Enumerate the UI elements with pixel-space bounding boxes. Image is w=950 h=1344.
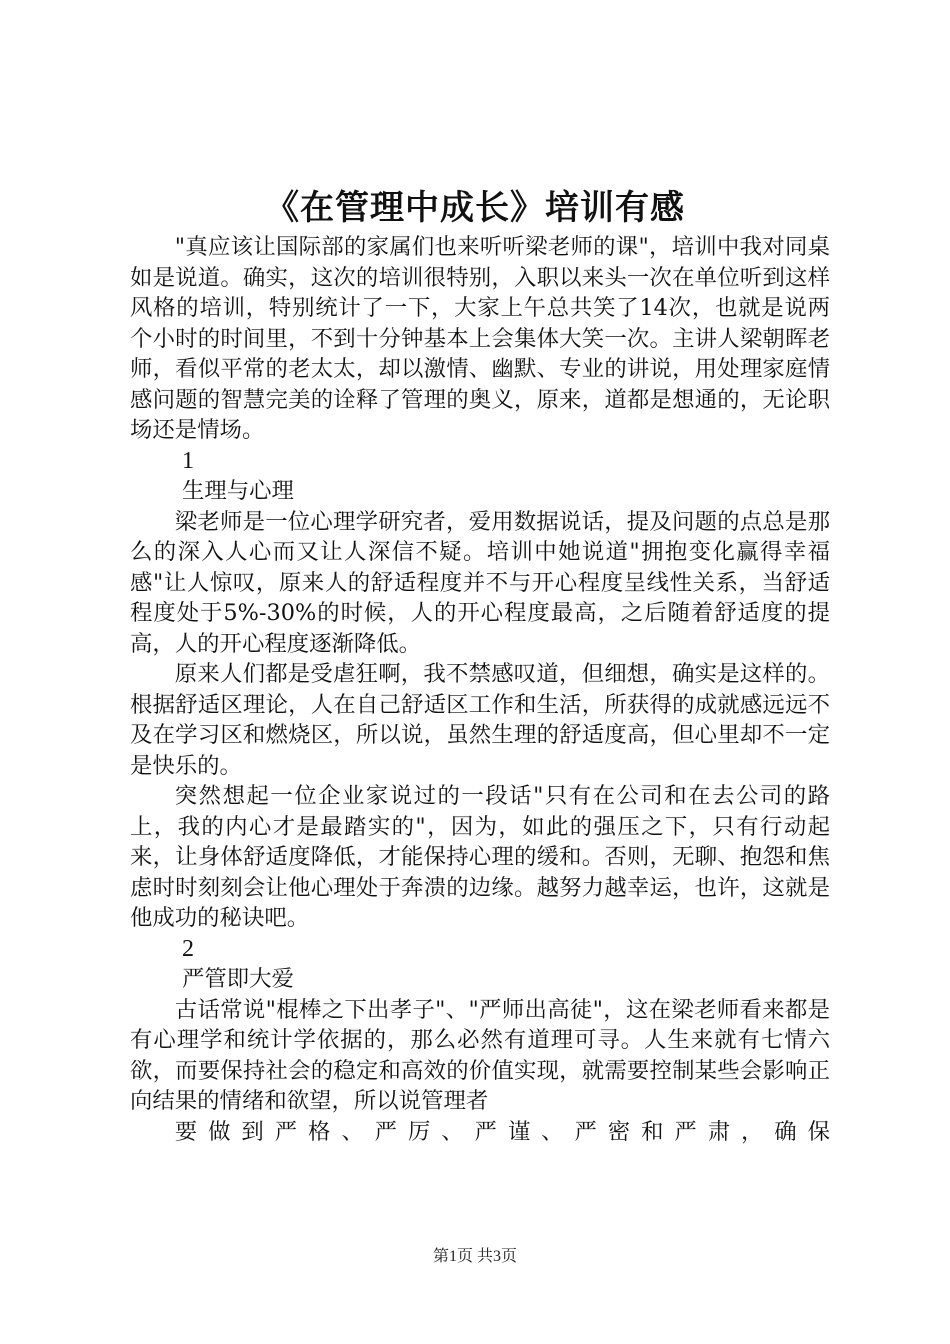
section-number-1: 1: [182, 447, 194, 474]
document-title: 《在管理中成长》培训有感: [265, 188, 685, 228]
section-heading-1: 生理与心理: [182, 478, 294, 504]
document-body: [130, 232, 830, 1147]
page-footer: 第1页 共3页: [432, 1248, 517, 1265]
section2-paragraph-1: [130, 995, 830, 1148]
section2-paragraph-1-text: 古话常说"棍棒之下出孝子"、"严师出高徒"，这在梁老师看来都是有心理学和统计学依据的，那么必然有道理可寻。人生来就有七情六欲，而要保持社会的稳定和高效的价值实现，就需要控制某些会影响正向结果的情绪和欲望，所以说管理者: [130, 996, 830, 1114]
section-heading-2: 严管即大爱: [182, 966, 294, 992]
section1-paragraph-1: 梁老师是一位心理学研究者，爱用数据说话，提及问题的点总是那么的深入人心而又让人深信不疑。培训中她说道"拥抱变化赢得幸福感"让人惊叹，原来人的舒适程度并不与开心程度呈线性关系，当舒适程度处于5%-30%的时候，人的开心程度最高，之后随着舒适度的提高，人的开心程度逐渐降低。: [130, 508, 830, 657]
section1-paragraph-3: 突然想起一位企业家说过的一段话"只有在公司和在去公司的路上，我的内心才是最踏实的"，因为，如此的强压之下，只有行动起来，让身体舒适度降低，才能保持心理的缓和。否则，无聊、抱怨和焦虑时时刻刻会让他心理处于奔溃的边缘。越努力越幸运，也许，这就是他成功的秘诀吧。: [130, 783, 830, 931]
intro-paragraph: "真应该让国际部的家属们也来听听梁老师的课"，培训中我对同桌如是说道。确实，这次的培训很特别，入职以来头一次在单位听到这样风格的培训，特别统计了一下，大家上午总共笑了14次，也就是说两个小时的时间里，不到十分钟基本上会集体大笑一次。主讲人梁朝晖老师，看似平常的老太太，却以激情、幽默、专业的讲说，用处理家庭情感问题的智慧完美的诠释了管理的奥义，原来，道都是想通的，无论职场还是情场。: [130, 234, 830, 443]
section1-paragraph-2: 原来人们都是受虐狂啊，我不禁感叹道，但细想，确实是这样的。根据舒适区理论，人在自己舒适区工作和生活，所获得的成就感远远不及在学习区和燃烧区，所以说，虽然生理的舒适度高，但心里却不一定是快乐的。: [130, 661, 830, 779]
section-number-2: 2: [182, 935, 194, 962]
section2-paragraph-1-last-line: 要做到严格、严厉、严谨、严密和严肃，确保: [174, 1118, 830, 1145]
